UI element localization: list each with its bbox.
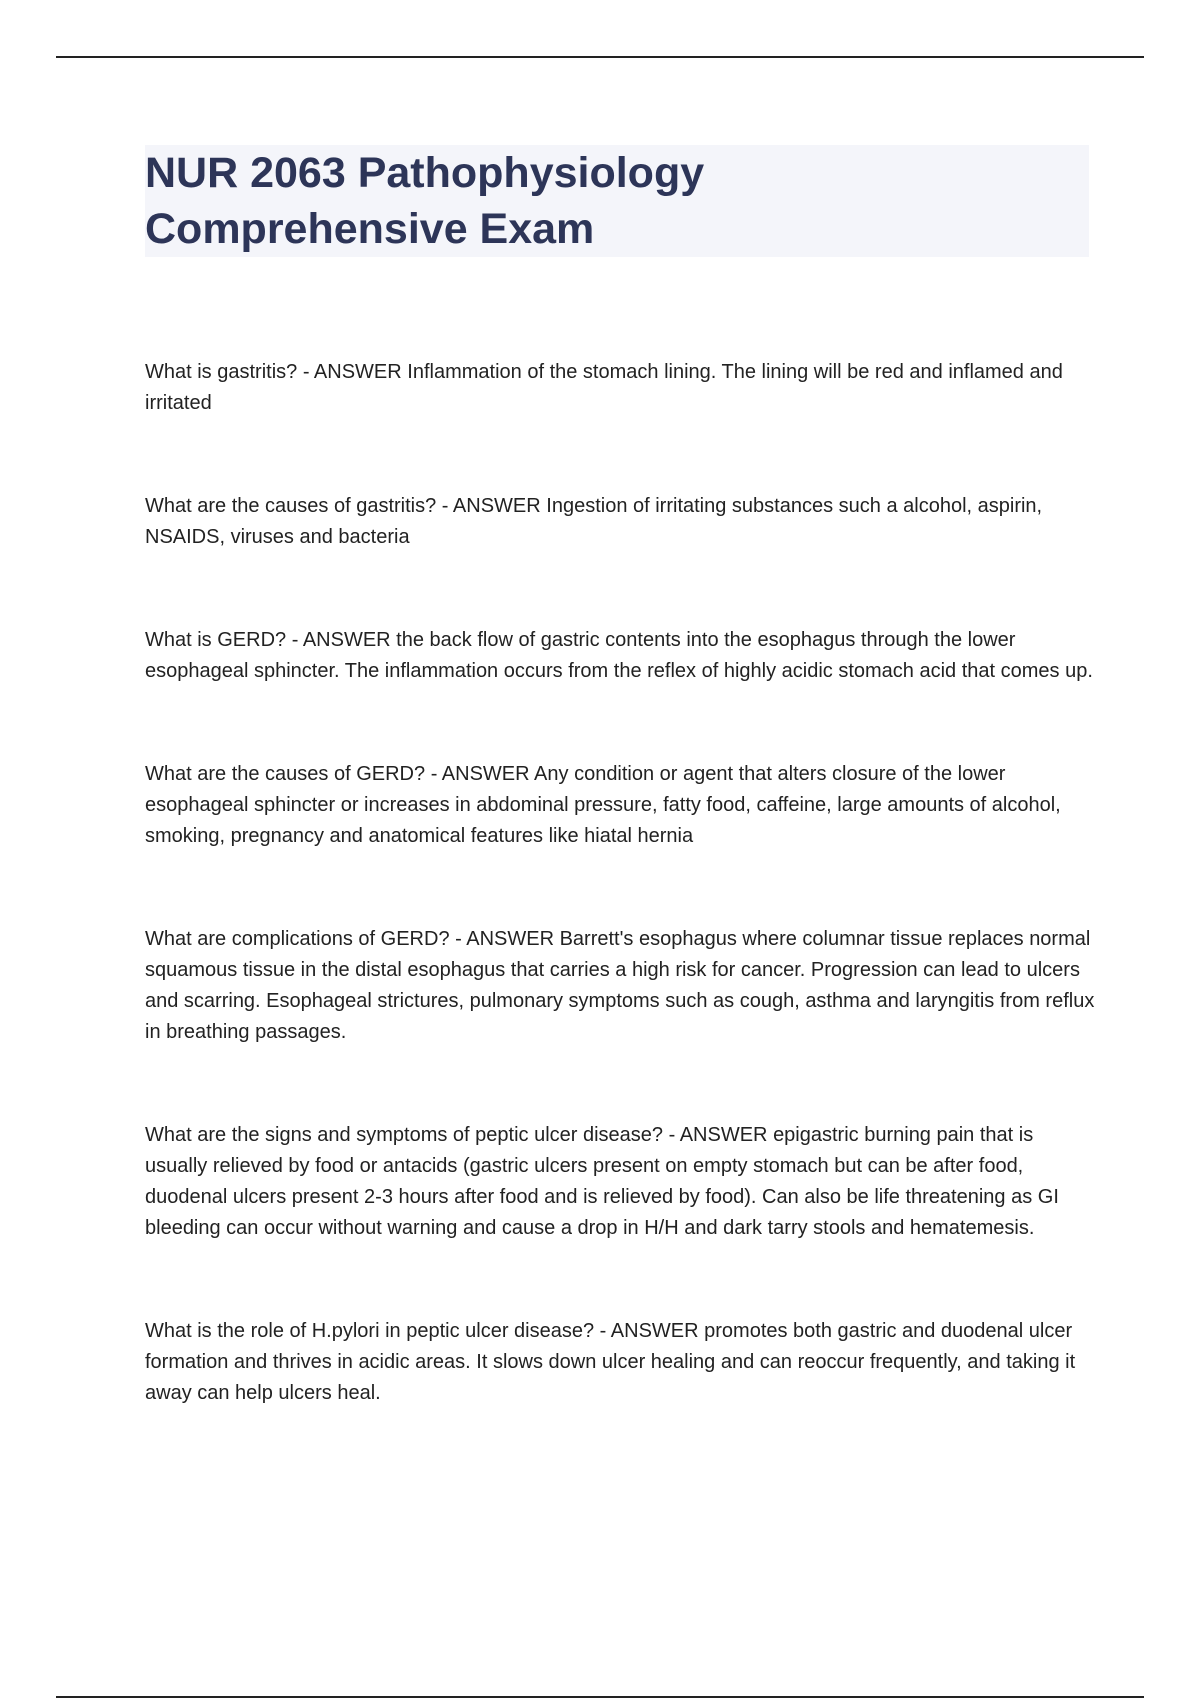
question-text: What is gastritis? <box>145 361 298 383</box>
title-banner <box>145 145 1089 257</box>
answer-separator: - ANSWER <box>297 361 408 383</box>
answer-text: Any condition or agent that alters closure of the lower esophageal sphincter or increases in abdominal pressure, fatty food, caffeine, large amounts of alcohol, smoking, pregnancy and anatomical features like hiatal hernia <box>145 763 1061 847</box>
answer-text: Inflammation of the stomach lining. The lining will be red and inflamed and irritated <box>145 361 1063 414</box>
question-text: What are the causes of GERD? <box>145 763 426 785</box>
answer-text: Barrett's esophagus where columnar tissue replaces normal squamous tissue in the distal esophagus that carries a high risk for cancer. Progression can lead to ulcers and scarring. Esophageal strictures, pulmonary symptoms such as cough, asthma and laryngitis from reflux in breathing passages. <box>145 928 1095 1043</box>
qa-item <box>145 491 1095 553</box>
question-text: What is the role of H.pylori in peptic ulcer disease? <box>145 1320 595 1342</box>
answer-separator: - ANSWER <box>286 629 397 651</box>
answer-separator: - ANSWER <box>594 1320 705 1342</box>
page-title-line-1: NUR 2063 Pathophysiology <box>145 149 705 197</box>
question-text: What are the causes of gastritis? <box>145 495 437 517</box>
qa-list <box>145 357 1095 1409</box>
qa-item <box>145 625 1095 687</box>
qa-item <box>145 759 1095 852</box>
qa-item <box>145 1120 1095 1244</box>
answer-text: promotes both gastric and duodenal ulcer formation and thrives in acidic areas. It slows down ulcer healing and can reoccur frequently, and taking it away can help ulcers heal. <box>145 1320 1076 1404</box>
answer-separator: - ANSWER <box>449 928 560 950</box>
answer-separator: - ANSWER <box>436 495 547 517</box>
qa-item <box>145 357 1095 419</box>
answer-separator: - ANSWER <box>425 763 535 785</box>
answer-text: epigastric burning pain that is usually relieved by food or antacids (gastric ulcers present on empty stomach but can be after food, duodenal ulcers present 2-3 hours after food and is relieved by food). Can also be life threatening as GI bleeding can occur without warning and cause a drop in H/H and dark tarry stools and hematemesis. <box>145 1124 1059 1239</box>
page-title <box>145 145 1089 257</box>
answer-separator: - ANSWER <box>663 1124 774 1146</box>
question-text: What is GERD? <box>145 629 287 651</box>
page-title-line-2: Comprehensive Exam <box>145 205 595 253</box>
answer-text: Ingestion of irritating substances such a alcohol, aspirin, NSAIDS, viruses and bacteria <box>145 495 1043 548</box>
qa-item <box>145 1316 1095 1409</box>
bottom-rule <box>56 1696 1144 1698</box>
question-text: What are the signs and symptoms of peptic ulcer disease? <box>145 1124 664 1146</box>
top-rule <box>56 56 1144 58</box>
answer-text: the back flow of gastric contents into the esophagus through the lower esophageal sphincter. The inflammation occurs from the reflex of highly acidic stomach acid that comes up. <box>145 629 1093 682</box>
qa-item <box>145 924 1095 1048</box>
question-text: What are complications of GERD? <box>145 928 450 950</box>
